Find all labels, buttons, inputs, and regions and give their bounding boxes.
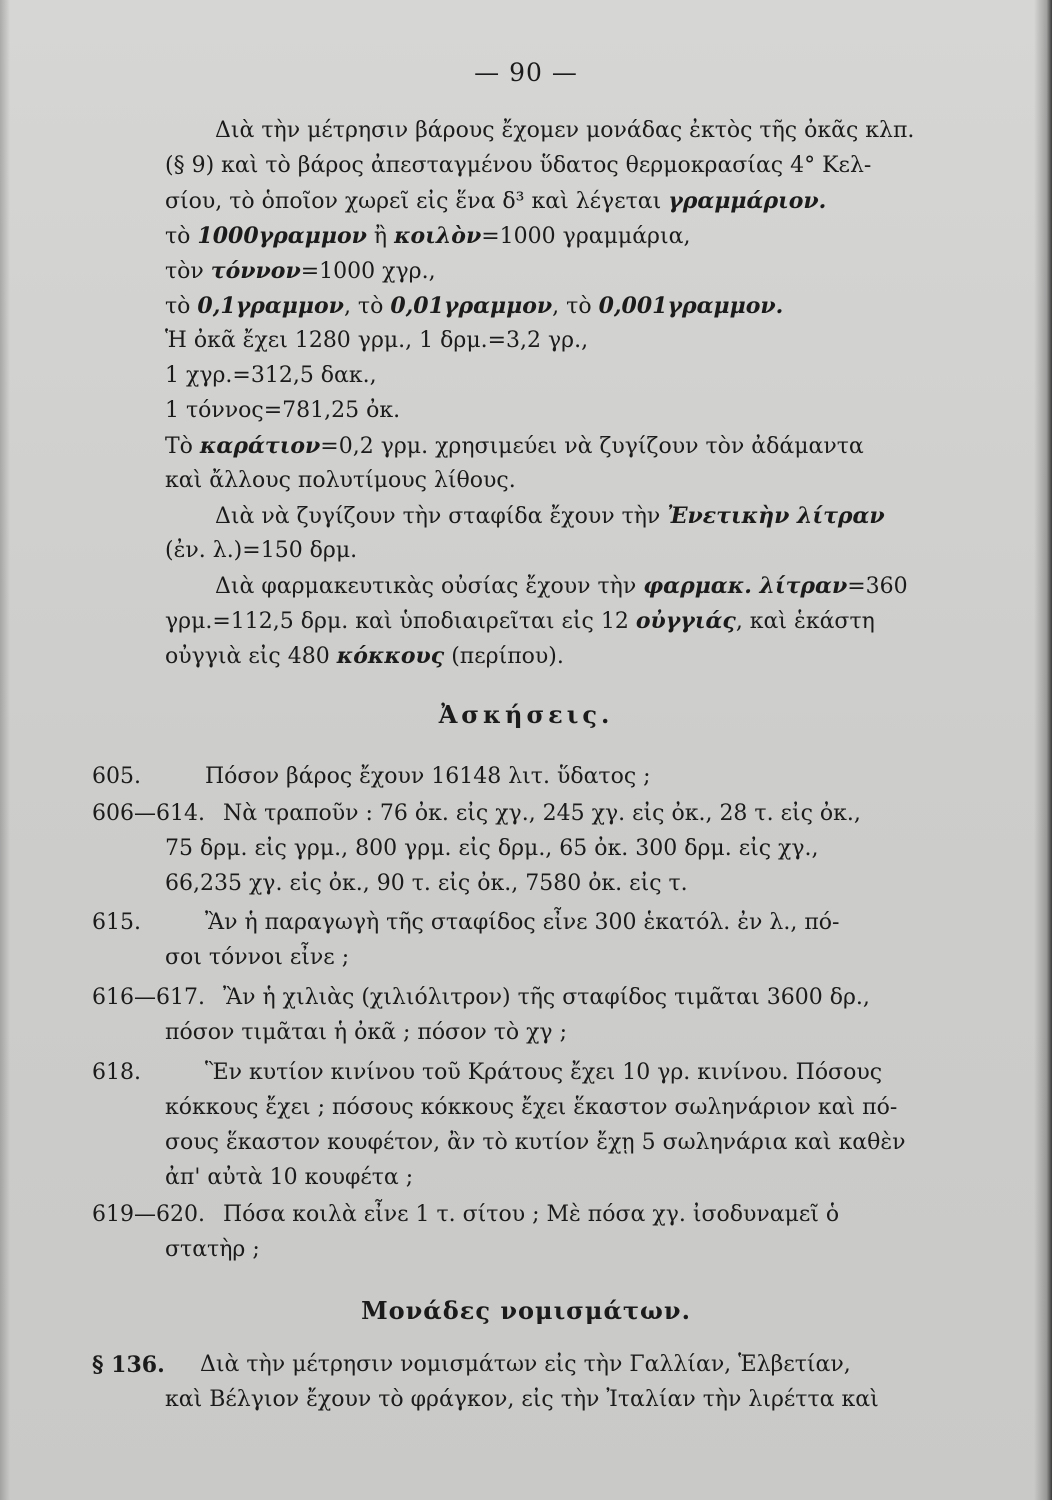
text: Διὰ φαρμακευτικὰς οὐσίας ἔχουν τὴν — [215, 574, 644, 599]
term-karation: καράτιον — [199, 433, 321, 459]
page-shadow-left — [0, 0, 10, 1500]
text: οὐγγιὰ εἰς 480 — [165, 644, 337, 669]
text: , καὶ ἑκάστη — [735, 609, 875, 634]
term-0-001grammon: 0,001γραμμον. — [598, 293, 784, 319]
intro-line-10 — [165, 435, 864, 458]
intro-line-14 — [215, 575, 908, 598]
text: , τὸ — [343, 294, 391, 319]
exercise-text: Ἂν ἡ χιλιὰς (χιλιόλιτρον) τῆς σταφίδος τιμᾶται 3600 δρ., — [223, 985, 870, 1010]
text: σίου, τὸ ὁποῖον χωρεῖ εἰς ἕνα δ³ καὶ λέγεται — [165, 189, 669, 214]
exercise-text: 75 δρμ. εἰς γρμ., 800 γρμ. εἰς δρμ., 65 ὀκ. 300 δρμ. εἰς χγ., — [165, 836, 819, 861]
exercise-text: Νὰ τραποῦν : 76 ὀκ. εἰς χγ., 245 χγ. εἰς ὀκ., 28 τ. εἰς ὀκ., — [223, 801, 861, 826]
exercise-text: Ἂν ἡ παραγωγὴ τῆς σταφίδος εἶνε 300 ἑκατόλ. ἐν λ., πό- — [205, 910, 840, 935]
term-tonnon: τόννον — [210, 258, 301, 284]
exercise-text: Ἓν κυτίον κινίνου τοῦ Κράτους ἔχει 10 γρ. κινίνου. Πόσους — [205, 1060, 883, 1085]
exercise-text: πόσον τιμᾶται ἡ ὀκᾶ ; πόσον τὸ χγ ; — [165, 1020, 567, 1045]
intro-line-3 — [165, 190, 826, 213]
term-enetiki-litra: Ἐνετικὴν λίτραν — [667, 503, 885, 529]
exercise-text: Πόσον βάρος ἔχουν 16148 λιτ. ὕδατος ; — [205, 764, 651, 789]
term-farmak-litra: φαρμακ. λίτραν — [643, 573, 848, 599]
intro-line-8: 1 χγρ.=312,5 δακ., — [165, 363, 377, 388]
exercise-text: κόκκους ἔχει ; πόσους κόκκους ἔχει ἕκαστον σωληνάριον καὶ πό- — [165, 1095, 898, 1120]
exercises-heading: Ἀσκήσεις. — [438, 700, 614, 729]
intro-line-1: Διὰ τὴν μέτρησιν βάρους ἔχομεν μονάδας ἐκτὸς τῆς ὀκᾶς κλπ. — [215, 118, 915, 143]
exercise-text: σους ἕκαστον κουφέτον, ἂν τὸ κυτίον ἔχῃ 5 σωληνάρια καὶ καθὲν — [165, 1130, 906, 1155]
text: , τὸ — [552, 294, 599, 319]
section-text: καὶ Βέλγιον ἔχουν τὸ φράγκον, εἰς τὴν Ἰταλίαν τὴν λιρέττα καὶ — [165, 1387, 879, 1412]
text: =1000 χγρ., — [300, 259, 436, 284]
intro-line-15 — [165, 610, 875, 633]
section-number: § 136. — [92, 1352, 165, 1378]
exercise-number: 618. — [92, 1060, 141, 1085]
exercise-text: 66,235 χγ. εἰς ὀκ., 90 τ. εἰς ὀκ., 7580 ὀκ. εἰς τ. — [165, 871, 688, 896]
exercise-text: σοι τόννοι εἶνε ; — [165, 945, 350, 970]
exercise-number: 615. — [92, 910, 141, 935]
text: =0,2 γρμ. χρησιμεύει νὰ ζυγίζουν τὸν ἀδάμαντα — [320, 434, 864, 459]
text: γρμ.=112,5 δρμ. καὶ ὑποδιαιρεῖται εἰς 12 — [165, 609, 636, 634]
intro-line-6 — [165, 295, 783, 318]
exercise-number: 616—617. — [92, 985, 205, 1010]
intro-line-13: (ἐν. λ.)=150 δρμ. — [165, 538, 358, 563]
page-shadow-right — [1034, 0, 1052, 1500]
exercise-text: ἀπ' αὐτὰ 10 κουφέτα ; — [165, 1165, 414, 1190]
intro-line-5 — [165, 260, 436, 283]
exercise-number: 606—614. — [92, 801, 205, 826]
term-grammarion: γραμμάριον. — [668, 188, 827, 214]
text: τὸ — [165, 224, 198, 249]
intro-line-2: (§ 9) καὶ τὸ βάρος ἀπεσταγμένου ὕδατος θερμοκρασίας 4° Κελ- — [165, 153, 872, 178]
text: =360 — [847, 574, 908, 599]
intro-line-11: καὶ ἄλλους πολυτίμους λίθους. — [165, 468, 516, 493]
term-kokkous: κόκκους — [336, 643, 445, 669]
exercise-text: Πόσα κοιλὰ εἶνε 1 τ. σίτου ; Μὲ πόσα χγ. ἰσοδυναμεῖ ὁ — [223, 1202, 840, 1227]
text: Τὸ — [165, 434, 200, 459]
text: ἢ — [366, 224, 395, 249]
text: Διὰ νὰ ζυγίζουν τὴν σταφίδα ἔχουν τὴν — [215, 504, 668, 529]
intro-line-4 — [165, 225, 690, 248]
intro-line-7: Ἡ ὀκᾶ ἔχει 1280 γρμ., 1 δρμ.=3,2 γρ., — [165, 328, 589, 353]
text: τὸν — [165, 259, 211, 284]
text: τὸ — [165, 294, 198, 319]
intro-line-9: 1 τόννος=781,25 ὀκ. — [165, 398, 401, 423]
intro-line-16 — [165, 645, 564, 668]
exercise-number: 605. — [92, 764, 141, 789]
page-number: — 90 — — [474, 58, 578, 87]
term-1000grammon: 1000γραμμον — [197, 223, 367, 249]
term-0-01grammon: 0,01γραμμον — [390, 293, 553, 319]
intro-line-12 — [215, 505, 885, 528]
text: (περίπου). — [444, 644, 564, 669]
section-text: Διὰ τὴν μέτρησιν νομισμάτων εἰς τὴν Γαλλίαν, Ἑλβετίαν, — [200, 1352, 851, 1377]
text: =1000 γραμμάρια, — [481, 224, 691, 249]
term-koilon: κοιλὸν — [394, 223, 482, 249]
term-0-1grammon: 0,1γραμμον — [197, 293, 344, 319]
term-oungias: οὐγγιάς — [635, 608, 736, 634]
exercise-text: στατὴρ ; — [165, 1237, 260, 1262]
exercise-number: 619—620. — [92, 1202, 205, 1227]
coins-heading: Μονάδες νομισμάτων. — [361, 1296, 691, 1325]
